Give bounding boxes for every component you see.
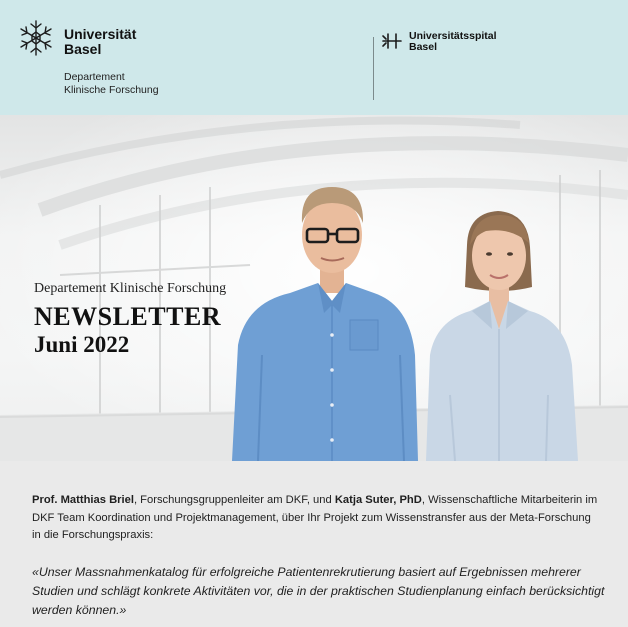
university-name [64,27,136,57]
article-content [0,461,628,627]
hospital-name-line1: Universitätsspital [409,30,497,42]
person1-name: Prof. Matthias Briel [32,494,134,506]
article-quote: «Unser Massnahmenkatalog für erfolgreiche Patientenrekrutierung basiert auf Ergebnissen mehrerer Studien und schlägt konkrete Aktivitäten vor, die in der praktischen Studienplanung einfach berücksichtigt werden können.» [32,565,605,617]
usb-logo-icon [381,32,403,50]
photo-person-katja-suter [426,211,578,461]
hospital-name-line2: Basel [409,41,438,53]
hospital-name [409,31,497,53]
department-name-line1: Departement [64,71,125,83]
header-divider [373,37,374,100]
hero-banner [0,115,628,461]
newsletter-date: Juni 2022 [34,332,130,357]
person1-role: , Forschungsgruppenleiter am DKF, und [133,494,335,506]
person2-name: Katja Suter, PhD [334,494,422,506]
department-name-line2: Klinische Forschung [64,84,159,96]
university-name-line1: Universität [64,26,137,42]
photo-person-matthias-briel [232,187,418,461]
newsletter-title: NEWSLETTER [34,302,222,331]
hero-text-block [34,281,226,358]
department-name [64,71,159,97]
hero-kicker: Departement Klinische Forschung [34,281,227,296]
article-intro [32,492,602,545]
person2-role: , Wissenschaftliche Mitarbeiterin im DKF Team Koordination und Projektmanagement, über Ihr Projekt zum Wissenstransfer aus der Meta-Forschung in die Forschungspraxis: [32,494,598,541]
newsletter-header [0,0,628,115]
unibas-snowflake-icon [17,18,55,58]
university-name-line2: Basel [64,41,102,57]
